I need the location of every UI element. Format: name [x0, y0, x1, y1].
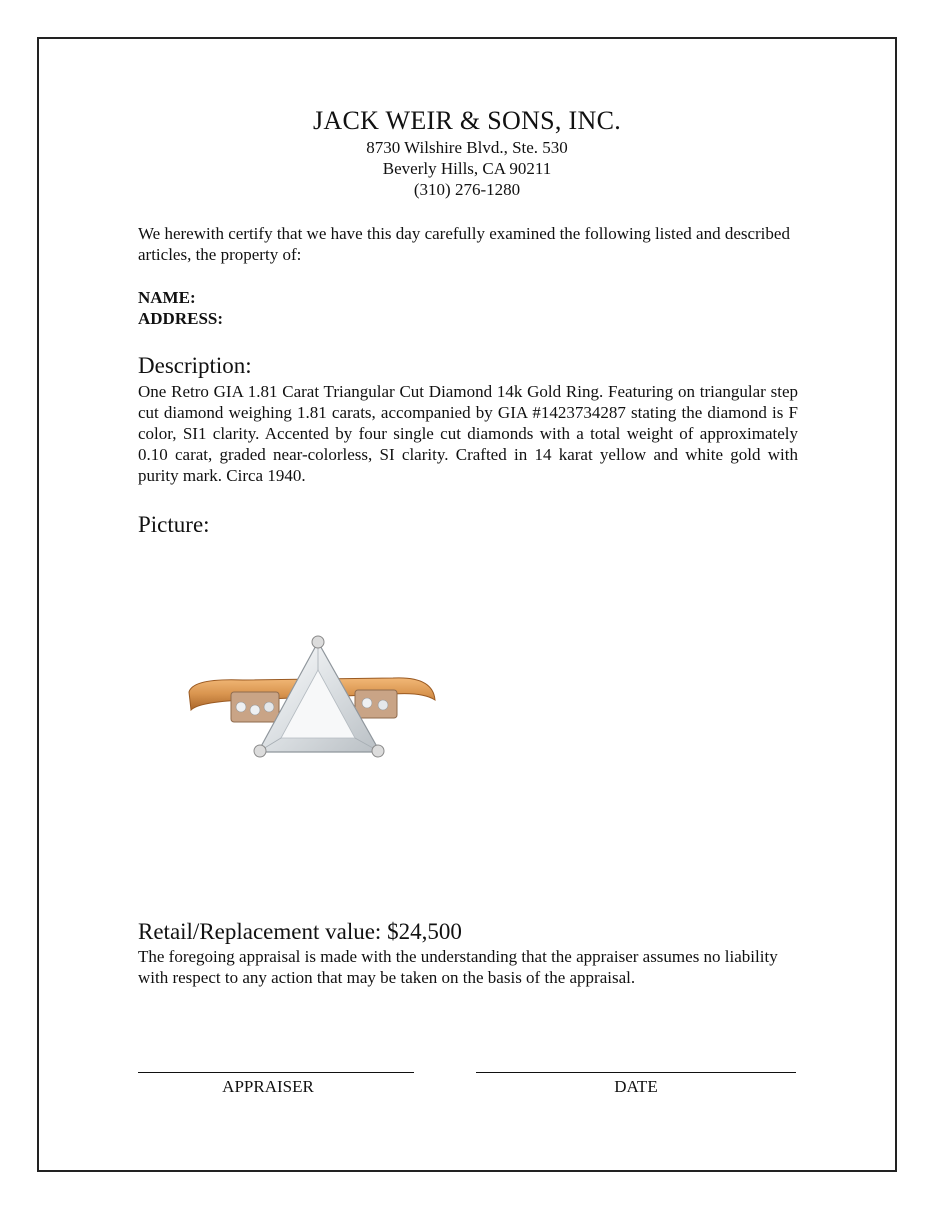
phone-number: (310) 276-1280: [413, 180, 521, 199]
description-body: One Retro GIA 1.81 Carat Triangular Cut Diamond 14k Gold Ring. Featuring on triangular step cut diamond weighing 1.81 carats, accompanied by GIA #1423734287 stating the diamond is F color, SI1 clarity. Accented by four single cut diamonds with a total weight of approximately 0.10 carat, graded near-colorless, SI clarity. Crafted in 14 karat yellow and white gold with purity mark. Circa 1940.: [138, 382, 798, 485]
name-label: NAME:: [138, 288, 196, 307]
date-label: DATE: [614, 1077, 658, 1096]
address-line-2: Beverly Hills, CA 90211: [382, 159, 552, 178]
appraisal-disclaimer: The foregoing appraisal is made with the understanding that the appraiser assumes no liability with respect to any action that may be taken on the basis of the appraisal.: [138, 947, 778, 987]
prong-right: [372, 745, 384, 757]
document-border: [37, 37, 897, 1172]
letterhead: [0, 105, 934, 200]
certification-statement: We herewith certify that we have this day carefully examined the following listed and described articles, the property of:: [138, 224, 790, 264]
prong-left: [254, 745, 266, 757]
appraiser-label: APPRAISER: [222, 1077, 314, 1096]
prong-top: [312, 636, 324, 648]
date-signature-line: [476, 1072, 796, 1073]
owner-fields: [138, 287, 798, 329]
description-title: Description:: [138, 353, 252, 378]
address-line-1: 8730 Wilshire Blvd., Ste. 530: [366, 138, 568, 157]
ring-photo: [183, 630, 443, 770]
picture-title: Picture:: [138, 512, 210, 537]
company-name: JACK WEIR & SONS, INC.: [312, 106, 622, 135]
side-stones-right: [355, 690, 397, 718]
replacement-value: Retail/Replacement value: $24,500: [138, 919, 462, 944]
address-label: ADDRESS:: [138, 309, 224, 328]
appraiser-signature-line: [138, 1072, 414, 1073]
